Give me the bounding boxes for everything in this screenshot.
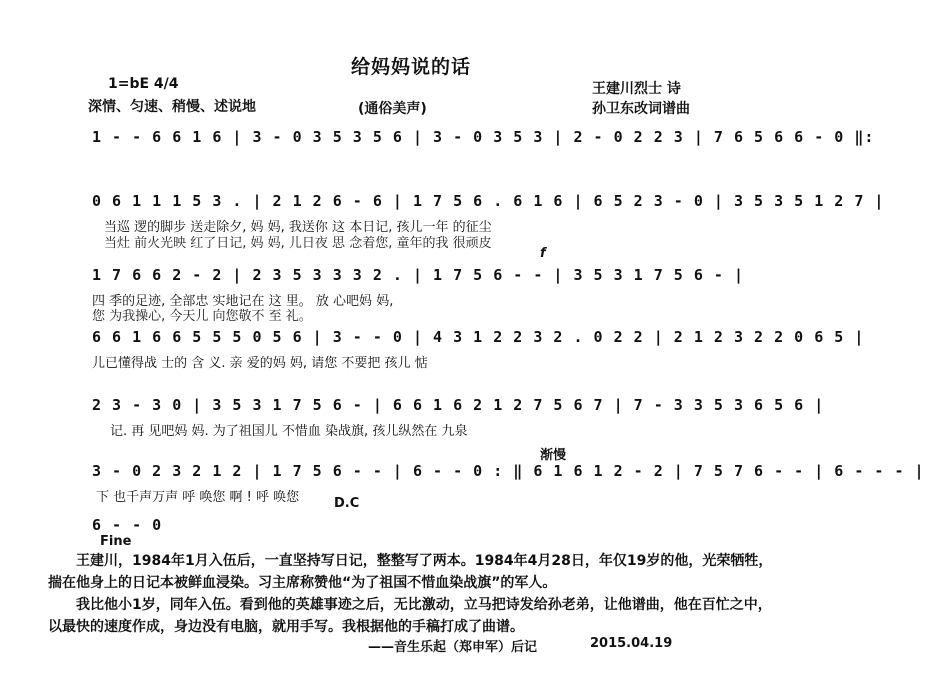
afterword-date: 2015.04.19 (590, 636, 673, 651)
composer-credit: 孙卫东改词谱曲 (592, 101, 690, 117)
music-line: 2 3 - 3 0 | 3 5 3 1 7 5 6 - | 6 6 1 6 2 1 2 7 5 6 7 | 7 - 3 3 5 3 6 5 6 | (92, 396, 825, 414)
afterword-paragraph-2: 我比他小1岁，同年入伍。看到他的英雄事迹之后，无比激动，立马把诗发给孙老弟，让他谱曲，他在百忙之中，以最快的速度作成，身边没有电脑，就用手写。我根据他的手稿打成了曲谱。 (48, 597, 772, 635)
lyric-line-1: 记. 再 见吧妈 妈. 为了祖国儿 不惜血 染战旗, 孩儿纵然在 九泉 (110, 424, 468, 439)
lyric-line-1: 四 季的足迹, 全部忠 实地记在 这 里。 放 心吧妈 妈, (92, 294, 394, 309)
fine-marking: Fine (100, 534, 132, 549)
dc-marking: D.C (334, 496, 360, 511)
music-line: 6 - - 0 (92, 516, 163, 534)
key-time-signature: 1=bE 4/4 (108, 76, 179, 92)
afterword (48, 550, 778, 638)
music-line: 0 6 1 1 1 5 3 . | 2 1 2 6 - 6 | 1 7 5 6 . 6 1 6 | 6 5 2 3 - 0 | 3 5 3 5 1 2 7 | (92, 192, 885, 210)
lyric-line-1: 下 也千声万声 呼 唤您 啊 ! 呼 唤您 (96, 490, 300, 505)
afterword-paragraph-1: 王建川，1984年1月入伍后，一直坚持写日记，整整写了两本。1984年4月28日，年仅19岁的他，光荣牺牲，揣在他身上的日记本被鲜血浸染。习主席称赞他“为了祖国不惜血染战旗”的军人。 (48, 553, 773, 591)
music-line: 1 - - 6 6 1 6 | 3 - 0 3 5 3 5 6 | 3 - 0 3 5 3 | 2 - 0 2 2 3 | 7 6 5 6 6 - 0 ‖: (92, 128, 875, 146)
tempo-marking: 渐慢 (540, 448, 567, 463)
music-line: 1 7 6 6 2 - 2 | 2 3 5 3 3 3 2 . | 1 7 5 6 - - | 3 5 3 1 7 5 6 - | (92, 266, 744, 284)
expression-marking: 深情、匀速、稍慢、述说地 (88, 99, 256, 115)
style-marking: (通俗美声) (358, 101, 427, 117)
lyricist-credit: 王建川烈士 诗 (592, 81, 681, 97)
music-line: 3 - 0 2 3 2 1 2 | 1 7 5 6 - - | 6 - - 0 : ‖ 6 1 6 1 2 - 2 | 7 5 7 6 - - | 6 - - - | (92, 462, 925, 480)
lyric-line-2: 您 为我操心, 今天儿 向您敬不 至 礼。 (92, 309, 312, 324)
lyric-line-2: 当灶 前火光映 红了日记, 妈 妈, 儿日夜 思 念着您, 童年的我 很顽皮 (104, 236, 492, 251)
lyric-line-1: 儿已懂得战 士的 含 义. 亲 爱的妈 妈, 请您 不要把 孩儿 惦 (92, 356, 428, 371)
music-line: 6 6 1 6 6 5 5 5 0 5 6 | 3 - - 0 | 4 3 1 2 2 3 2 . 0 2 2 | 2 1 2 3 2 2 0 6 5 | (92, 328, 865, 346)
score-title: 给妈妈说的话 (350, 56, 471, 78)
lyric-line-1: 当巡 逻的脚步 送走除夕, 妈 妈, 我送你 这 本日记, 孩儿一年 的征尘 (104, 220, 492, 235)
afterword-signature: ——音生乐起（郑申军）后记 (368, 640, 538, 655)
dynamic-forte: f (540, 246, 546, 261)
